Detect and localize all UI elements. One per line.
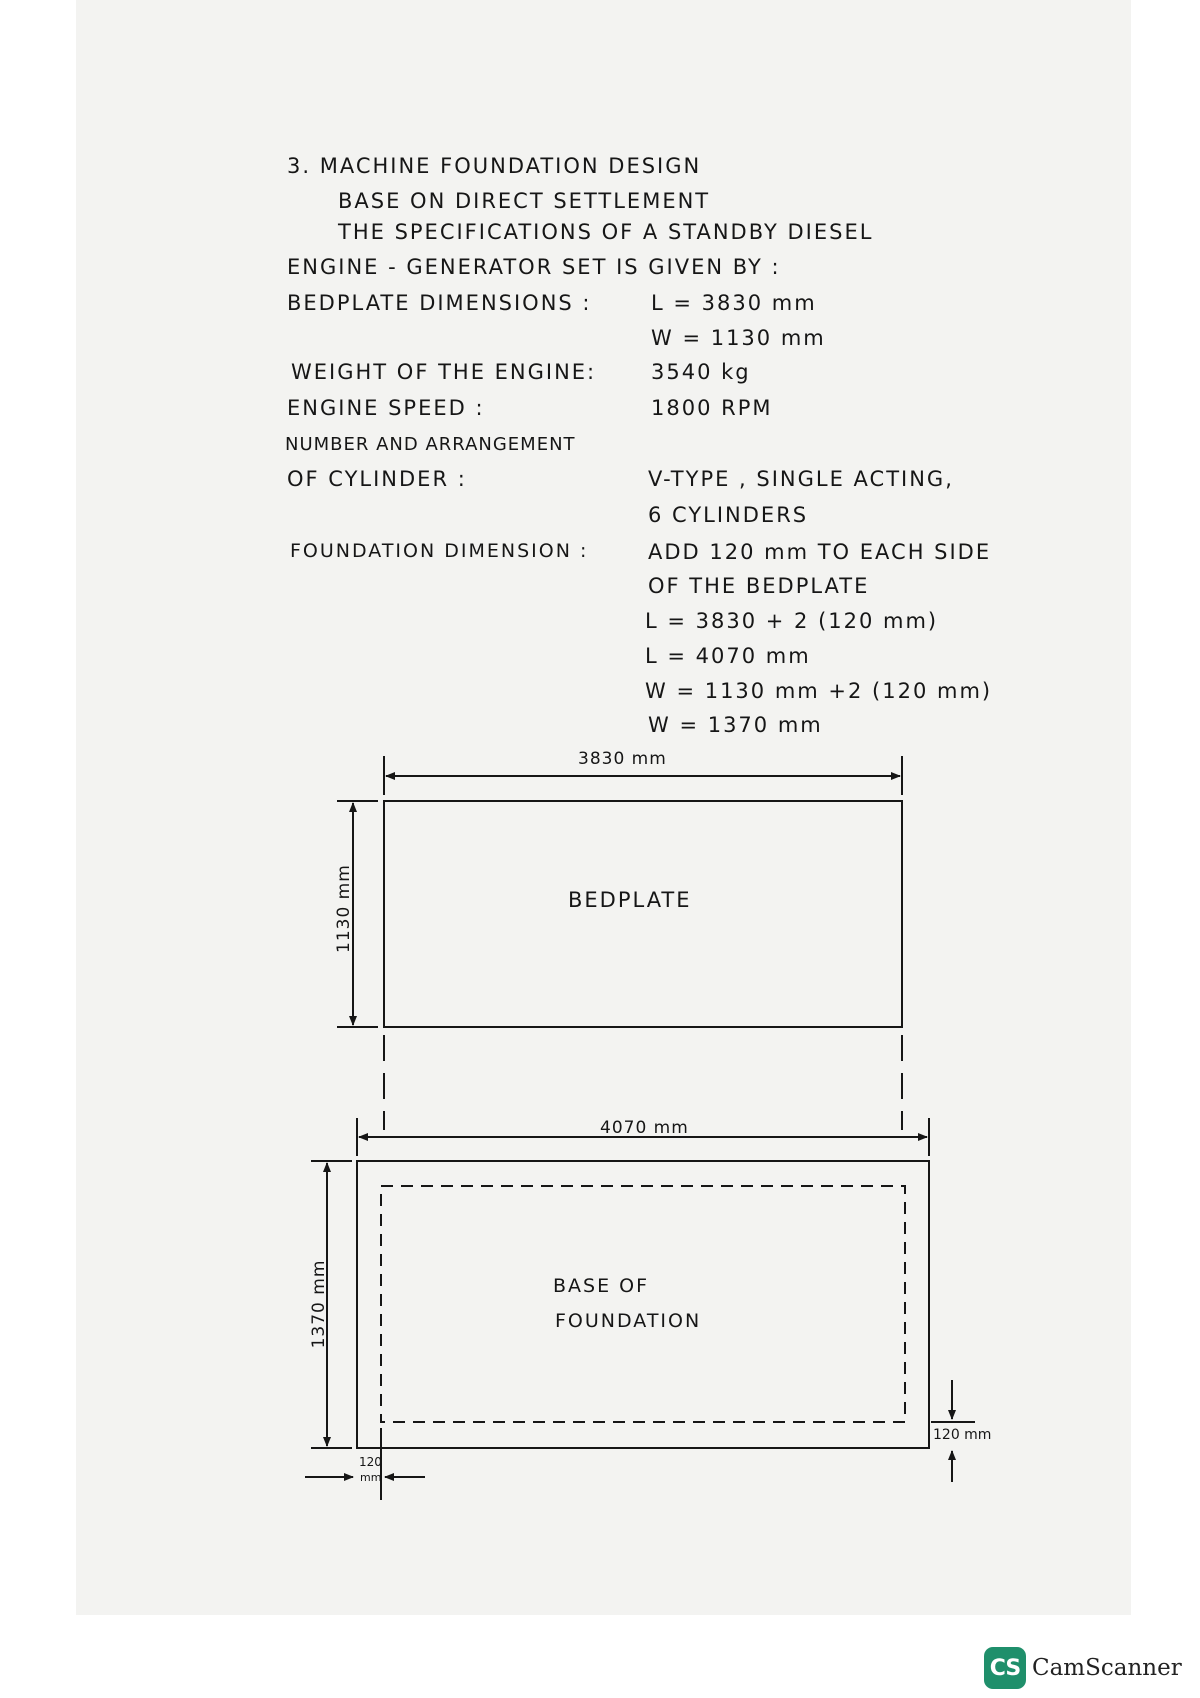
camscanner-watermark (984, 1646, 1182, 1690)
engine-weight-label: WEIGHT OF THE ENGINE: (291, 360, 597, 384)
camscanner-text: CamScanner (1032, 1655, 1182, 1681)
base-outer-rectangle (357, 1161, 929, 1448)
foundation-calc-3: W = 1130 mm +2 (120 mm) (645, 679, 993, 703)
bedplate-length-label: 3830 mm (578, 749, 667, 769)
foundation-dimension-label: FOUNDATION DIMENSION : (290, 540, 589, 562)
cylinder-label-2: OF CYLINDER : (287, 467, 467, 491)
cylinder-value-2: 6 CYLINDERS (648, 503, 809, 527)
base-inner-dashed-rectangle (381, 1186, 905, 1422)
foundation-calc-4: W = 1370 mm (648, 713, 823, 737)
bedplate-width-label: 1130 mm (334, 864, 354, 953)
engine-weight-value: 3540 kg (651, 360, 751, 384)
bedplate-dimensions-label: BEDPLATE DIMENSIONS : (287, 291, 592, 315)
foundation-calc-2: L = 4070 mm (645, 644, 811, 668)
base-label-1: BASE OF (553, 1275, 650, 1297)
bedplate-rectangle (384, 801, 902, 1027)
intro-line-1: THE SPECIFICATIONS OF A STANDBY DIESEL (338, 220, 874, 244)
offset-right-label: 120 mm (933, 1427, 992, 1443)
intro-line-2: ENGINE - GENERATOR SET IS GIVEN BY : (287, 255, 781, 279)
base-label-2: FOUNDATION (555, 1310, 702, 1332)
base-length-label: 4070 mm (600, 1118, 689, 1138)
bedplate-length-value: L = 3830 mm (651, 291, 817, 315)
cylinder-value-1: V-TYPE , SINGLE ACTING, (648, 467, 954, 491)
bedplate-width-value: W = 1130 mm (651, 326, 826, 350)
bedplate-label: BEDPLATE (568, 888, 692, 912)
subheading: BASE ON DIRECT SETTLEMENT (338, 189, 711, 213)
foundation-note-2: OF THE BEDPLATE (648, 574, 870, 598)
cylinder-label-1: NUMBER AND ARRANGEMENT (285, 434, 576, 455)
engine-speed-value: 1800 RPM (651, 396, 773, 420)
engine-speed-label: ENGINE SPEED : (287, 396, 485, 420)
foundation-calc-1: L = 3830 + 2 (120 mm) (645, 609, 939, 633)
camscanner-logo-icon: CS (984, 1647, 1026, 1689)
heading: 3. MACHINE FOUNDATION DESIGN (287, 154, 702, 178)
foundation-note-1: ADD 120 mm TO EACH SIDE (648, 540, 992, 564)
base-width-label: 1370 mm (309, 1259, 329, 1349)
offset-bottom-label-number: 120 (359, 1455, 382, 1469)
offset-bottom-label-unit: mm (360, 1471, 382, 1484)
